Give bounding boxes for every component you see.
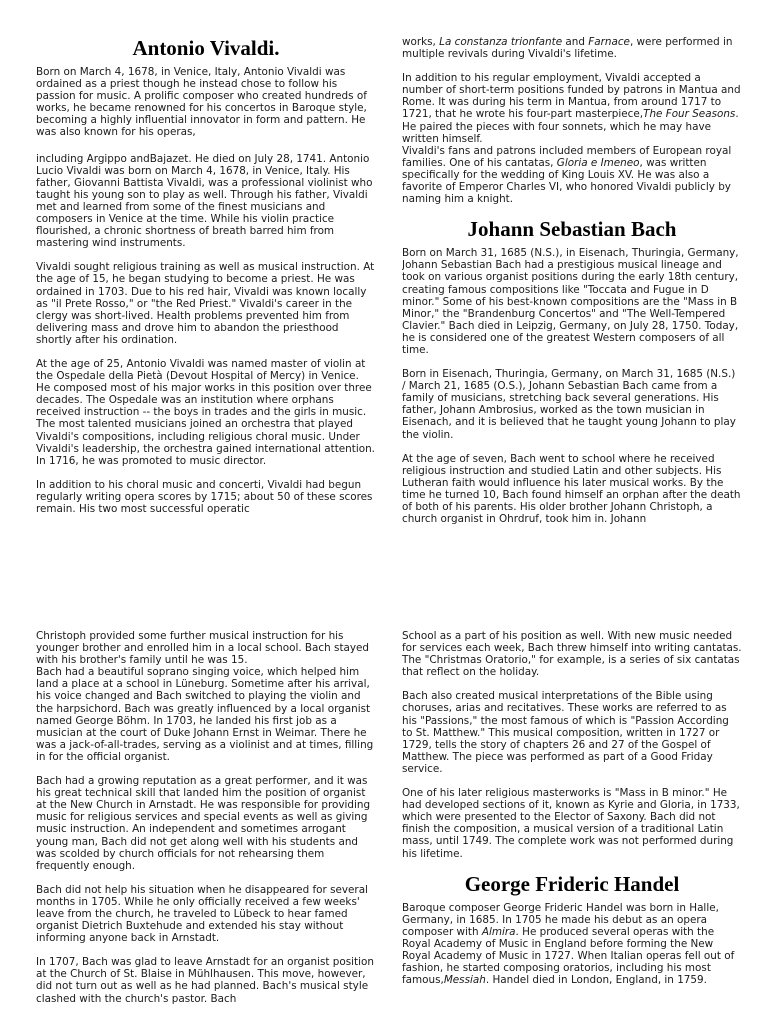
paragraph: including Argippo andBajazet. He died on July 28, 1741. Antonio Lucio Vivaldi was born on March 4, 1678, in Venice, Italy. His father, Giovanni Battista Vivaldi, was a professional violinist who taught his young son to play as well. Through his father, Vivaldi met and learned from some of the finest musicians and composers in Venice at the time. While his violin practice flourished, a chronic shortness of breath barred him from mastering wind instruments. [36,152,373,250]
paragraph: In 1707, Bach was glad to leave Arnstadt for an organist position at the Church of St. Blaise in Mühlhausen. This move, however, did not turn out as well as he had planned. Bach's musical style clashed with the church's pastor. Bach [36,956,374,1005]
paragraph: Christoph provided some further musical instruction for his younger brother and enrolled him in a local school. Bach stayed with his brother's family until he was 15. [36,630,370,667]
paragraph: Vivaldi sought religious training as well as musical instruction. At the age of 15, he began studying to become a priest. He was ordained in 1703. Due to his red hair, Vivaldi was known locally as "il Prete Rosso," or "the Red Priest." Vivaldi's career in the clergy was short-lived. Health problems prevented him from delivering mass and drove him to abandon the priesthood shortly after his ordination. [36,261,375,346]
paragraph: Vivaldi's fans and patrons included members of European royal families. One of his cantatas, Gloria e Imeneo, was written specifically for the wedding of King Louis XV. He was also a favorite of Emperor Charles VI, who honored Vivaldi publicly by naming him a knight. [402,144,732,206]
heading-antonio-vivaldi: Antonio Vivaldi. [132,36,280,60]
column-vivaldi [36,36,376,556]
paragraph: At the age of seven, Bach went to school where he received religious instruction and studied Latin and other subjects. His Lutheran faith would influence his later musical works. By the time he turned 10, Bach found himself an orphan after the death of both of his parents. His older brother Johann Christoph, a church organist in Ohrdruf, took him in. Johann [402,452,741,526]
paragraph: Baroque composer George Frideric Handel was born in Halle, Germany, in 1685. In 1705 he made his debut as an opera composer with Almira. He produced several operas with the Royal Academy of Music in England before forming the New Royal Academy of Music in 1727. When Italian operas fell out of fashion, he started composing oratorios, including his most famous,Messiah. Handel died in London, England, in 1759. [402,901,735,987]
paragraph: Born on March 4, 1678, in Venice, Italy, Antonio Vivaldi was ordained as a priest though he instead chose to follow his passion for music. A prolific composer who created hundreds of works, he became renowned for his concertos in Baroque style, becoming a highly influential innovator in form and pattern. He was also known for his operas, [36,66,367,139]
paragraph: School as a part of his position as well. With new music needed for services each week, Bach threw himself into writing cantatas. The "Christmas Oratorio," for example, is a series of six cantatas that reflect on the holiday. [402,630,742,679]
heading-george-frideric-handel: George Frideric Handel [464,871,680,896]
column-vivaldi-bach [402,36,742,556]
paragraph: Bach did not help his situation when he disappeared for several months in 1705. While he only officially received a few weeks' leave from the church, he traveled to Lübeck to hear famed organist Dietrich Buxtehude and extended his stay without informing anyone back in Arnstadt. [36,883,368,945]
paragraph: Bach had a growing reputation as a great performer, and it was his great technical skill that landed him the position of organist at the New Church in Arnstadt. He was responsible for providing music for religious services and special events as well as giving music instruction. An independent and sometimes arrogant young man, Bach did not get along well with his students and was scolded by church officials for not rehearsing them frequently enough. [36,775,371,872]
paragraph: Bach had a beautiful soprano singing voice, which helped him land a place at a school in Lüneburg. Sometime after his arrival, his voice changed and Bach switched to playing the violin and the harpsichord. Bach was greatly influenced by a local organist named George Böhm. In 1703, he landed his first job as a musician at the court of Duke Johann Ernst in Weimar. There he was a jack-of-all-trades, serving as a violinist and at times, filling in for the official organist. [36,666,374,763]
paragraph: In addition to his regular employment, Vivaldi accepted a number of short-term positions funded by patrons in Mantua and Rome. It was during his term in Mantua, from around 1717 to 1721, that he wrote his four-part masterpiece,The Four Seasons. He paired the pieces with four sonnets, which he may have written himself. [402,72,741,145]
paragraph: Born on March 31, 1685 (N.S.), in Eisenach, Thuringia, Germany, Johann Sebastian Bach had a prestigious musical lineage and took on various organist positions during the early 18th century, creating famous compositions like "Toccata and Fugue in D minor." Some of his best-known compositions are the "Mass in B Minor," the "Brandenburg Concertos" and "The Well-Tempered Clavier." Bach died in Leipzig, Germany, on July 28, 1750. Today, he is considered one of the greatest Western composers of all time. [402,247,739,356]
paragraph: In addition to his choral music and concerti, Vivaldi had begun regularly writing opera scores by 1715; about 50 of these scores remain. His two most successful operatic [36,478,373,515]
paragraph: works, La constanza trionfante and Farnace, were performed in multiple revivals during Vivaldi's lifetime. [402,36,733,61]
heading-johann-sebastian-bach: Johann Sebastian Bach [467,217,677,242]
paragraph: One of his later religious masterworks is "Mass in B minor." He had developed sections of it, known as Kyrie and Gloria, in 1733, which were presented to the Elector of Saxony. Bach did not finish the composition, a musical version of a traditional Latin mass, until 1749. The complete work was not performed during his lifetime. [402,787,740,860]
paragraph: Bach also created musical interpretations of the Bible using choruses, arias and recitatives. These works are referred to as his "Passions," the most famous of which is "Passion According to St. Matthew." This musical composition, written in 1727 or 1729, tells the story of chapters 26 and 27 of the Gospel of Matthew. The piece was performed as part of a Good Friday service. [402,690,729,775]
paragraph: At the age of 25, Antonio Vivaldi was named master of violin at the Ospedale della Pietà (Devout Hospital of Mercy) in Venice. He composed most of his major works in this position over three decades. The Ospedale was an institution where orphans received instruction -- the boys in trades and the girls in music. The most talented musicians joined an orchestra that played Vivaldi's compositions, including religious choral music. Under Vivaldi's leadership, the orchestra gained international attention. In 1716, he was promoted to music director. [36,357,375,467]
paragraph: Born in Eisenach, Thuringia, Germany, on March 31, 1685 (N.S.) / March 21, 1685 (O.S.), Johann Sebastian Bach came from a family of musicians, stretching back several generations. His father, Johann Ambrosius, worked as the town musician in Eisenach, and it is believed that he taught young Johann to play the violin. [402,368,736,441]
column-bach-handel [402,630,742,1024]
column-bach-continued [36,630,376,1024]
